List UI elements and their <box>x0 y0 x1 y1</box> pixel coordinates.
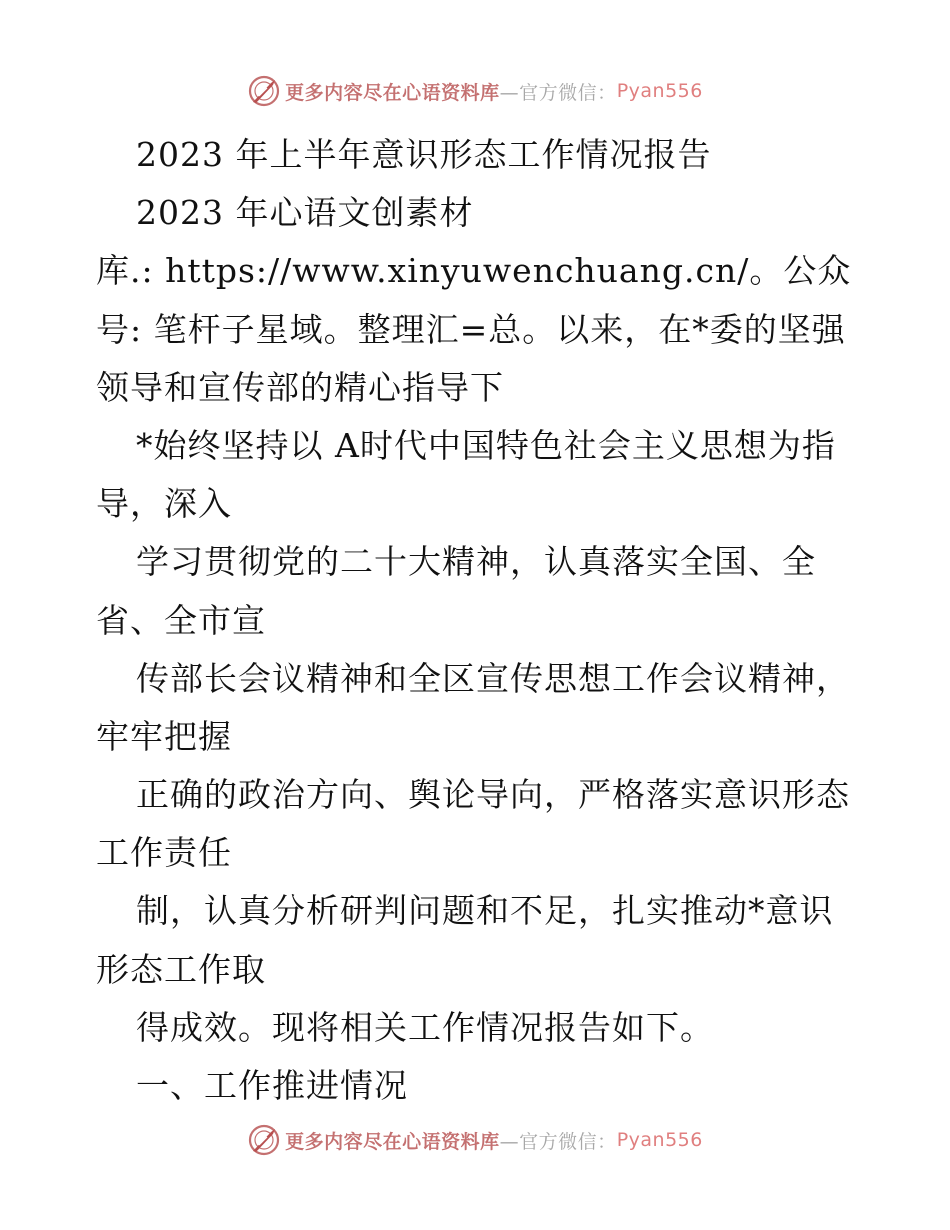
document-title: 2023 年上半年意识形态工作情况报告 <box>136 135 712 174</box>
banner-separator-text: —官方微信： <box>499 1130 617 1153</box>
document-line: 领导和宣传部的精心指导下 <box>96 367 504 407</box>
document-line: 牢牢把握 <box>96 716 232 756</box>
document-line: 制，认真分析研判问题和不足，扎实推动*意识 <box>136 891 834 931</box>
banner-main-text: 更多内容尽在心语资料库 <box>285 1130 500 1153</box>
feather-pen-logo-icon <box>247 74 281 108</box>
document-line: 传部长会议精神和全区宣传思想工作会议精神， <box>136 658 850 698</box>
footer-watermark-banner <box>0 1120 950 1160</box>
document-line: 正确的政治方向、舆论导向，严格落实意识形态 <box>136 775 850 815</box>
document-line: *始终坚持以 A时代中国特色社会主义思想为指 <box>136 425 836 465</box>
document-line: 省、全市宣 <box>96 600 266 640</box>
header-watermark-banner <box>0 71 950 111</box>
banner-account-text: Pyan556 <box>616 1129 703 1151</box>
document-body <box>96 126 856 1115</box>
document-line: 学习贯彻党的二十大精神，认真落实全国、全 <box>136 542 816 582</box>
document-line: 导，深入 <box>96 484 232 524</box>
banner-main-text: 更多内容尽在心语资料库 <box>285 81 500 104</box>
feather-pen-logo-icon <box>247 1123 281 1157</box>
section-heading: 一、工作推进情况 <box>136 1066 408 1105</box>
banner-separator-text: —官方微信： <box>499 81 617 104</box>
document-line: 号: 笔杆子星域。整理汇=总。以来，在*委的坚强 <box>96 309 846 349</box>
document-line: 形态工作取 <box>96 949 266 989</box>
document-line: 工作责任 <box>96 833 232 873</box>
banner-account-text: Pyan556 <box>616 80 703 102</box>
document-line: 2023 年心语文创素材 <box>136 193 474 233</box>
document-line: 得成效。现将相关工作情况报告如下。 <box>136 1007 714 1047</box>
document-line: 库.: https://www.xinyuwenchuang.cn/。公众 <box>96 251 852 291</box>
